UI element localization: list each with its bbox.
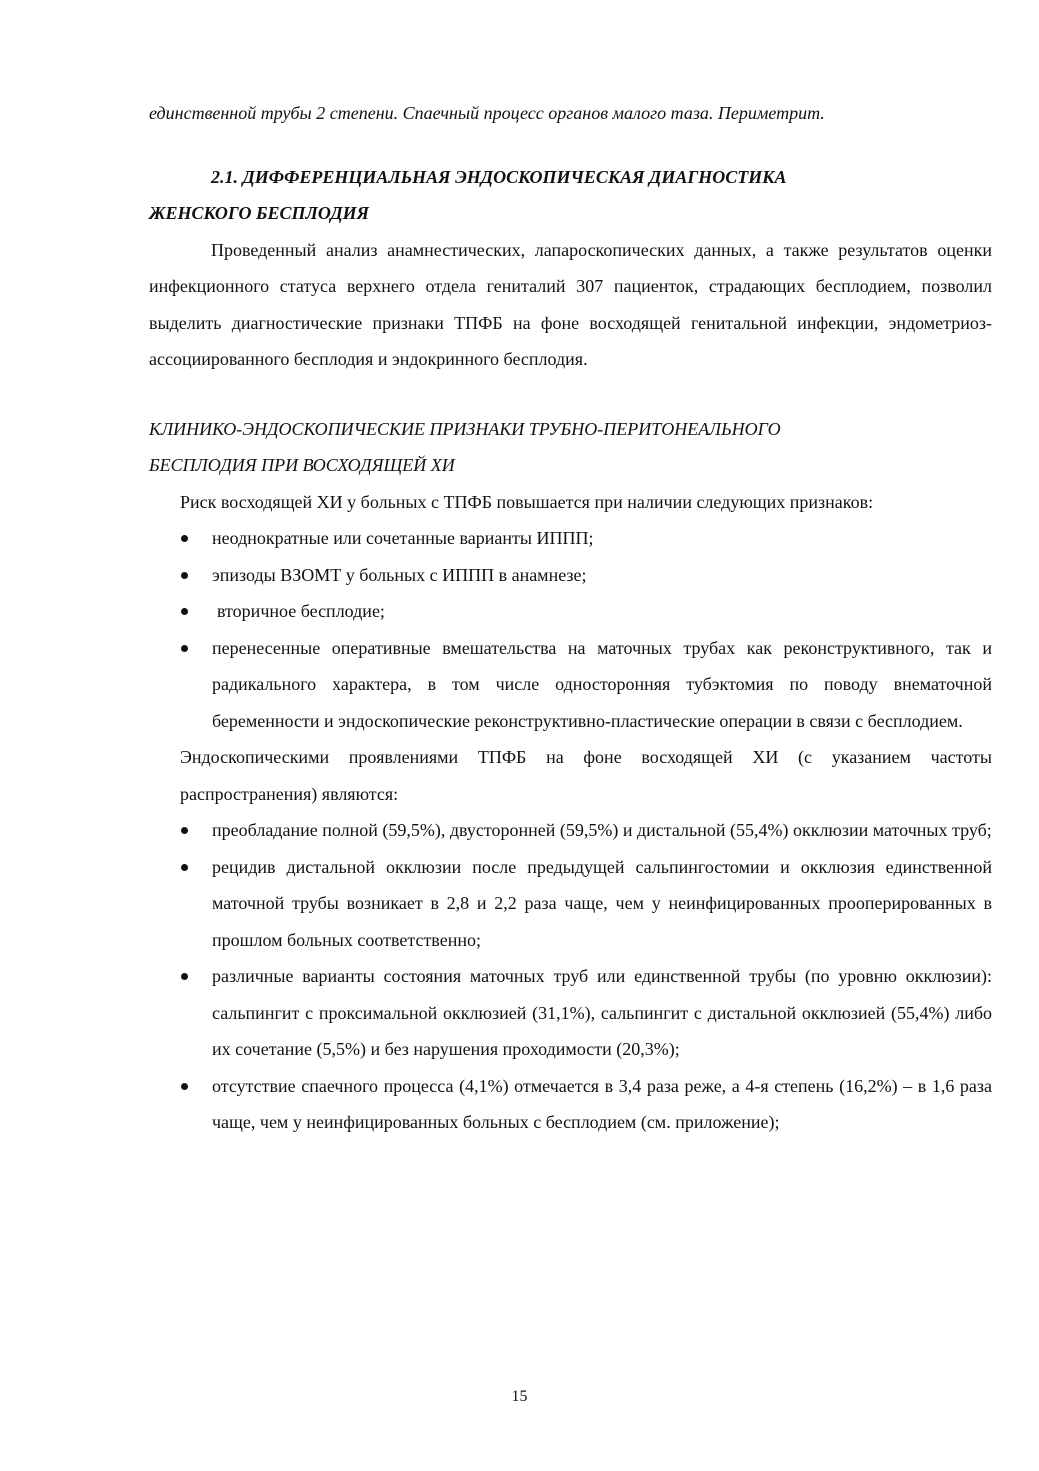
section-heading bbox=[149, 159, 992, 232]
risk-intro: Риск восходящей ХИ у больных с ТПФБ повышается при наличии следующих признаков: bbox=[180, 491, 874, 512]
endo-list bbox=[149, 812, 992, 1141]
section-heading-line1: 2.1. ДИФФЕРЕНЦИАЛЬНАЯ ЭНДОСКОПИЧЕСКАЯ ДИАГНОСТИКА bbox=[211, 166, 787, 187]
list-item: преобладание полной (59,5%), двусторонней (59,5%) и дистальной (55,4%) окклюзии маточных труб; bbox=[180, 812, 992, 849]
list-item: неоднократные или сочетанные варианты ИППП; bbox=[180, 520, 992, 557]
intro-line: единственной трубы 2 степени. Спаечный процесс органов малого таза. Периметрит. bbox=[149, 103, 825, 123]
subheading-line1: КЛИНИКО-ЭНДОСКОПИЧЕСКИЕ ПРИЗНАКИ ТРУБНО-ПЕРИТОНЕАЛЬНОГО bbox=[149, 418, 781, 439]
endo-intro: Эндоскопическими проявлениями ТПФБ на фоне восходящей ХИ (с указанием частоты распространения) являются: bbox=[180, 747, 992, 804]
subheading-line2: БЕСПЛОДИЯ ПРИ ВОСХОДЯЩЕЙ ХИ bbox=[149, 455, 455, 475]
subheading bbox=[149, 411, 992, 484]
section-heading-line2: ЖЕНСКОГО БЕСПЛОДИЯ bbox=[149, 203, 370, 223]
paragraph-analysis: Проведенный анализ анамнестических, лапароскопических данных, а также результатов оценки инфекционного статуса верхнего отдела гениталий 307 пациенток, страдающих бесплодием, позволил выделить диагностические признаки ТПФБ на фоне восходящей генитальной инфекции, эндометриоз-ассоциированного бесплодия и эндокринного бесплодия. bbox=[149, 239, 992, 369]
page-number: 15 bbox=[511, 1388, 528, 1405]
risk-list bbox=[149, 520, 992, 739]
list-item: отсутствие спаечного процесса (4,1%) отмечается в 3,4 раза реже, а 4-я степень (16,2%) – в 1,6 раза чаще, чем у неинфицированных больных с бесплодием (см. приложение); bbox=[180, 1068, 992, 1141]
page-content bbox=[149, 95, 992, 1141]
list-item: различные варианты состояния маточных труб или единственной трубы (по уровню окклюзии): сальпингит с проксимальной окклюзией (31,1%), сальпингит с дистальной окклюзией (55,4%) либо их сочетание (5,5%) и без нарушения проходимости (20,3%); bbox=[180, 958, 992, 1068]
list-item: эпизоды ВЗОМТ у больных с ИППП в анамнезе; bbox=[180, 557, 992, 594]
list-item: рецидив дистальной окклюзии после предыдущей сальпингостомии и окклюзия единственной маточной трубы возникает в 2,8 и 2,2 раза чаще, чем у неинфицированных прооперированных в прошлом больных соответственно; bbox=[180, 849, 992, 959]
list-item: перенесенные оперативные вмешательства на маточных трубах как реконструктивного, так и радикального характера, в том числе односторонняя тубэктомия по поводу внематочной беременности и эндоскопические реконструктивно-пластические операции в связи с бесплодием. bbox=[180, 630, 992, 740]
list-item: вторичное бесплодие; bbox=[180, 593, 992, 630]
